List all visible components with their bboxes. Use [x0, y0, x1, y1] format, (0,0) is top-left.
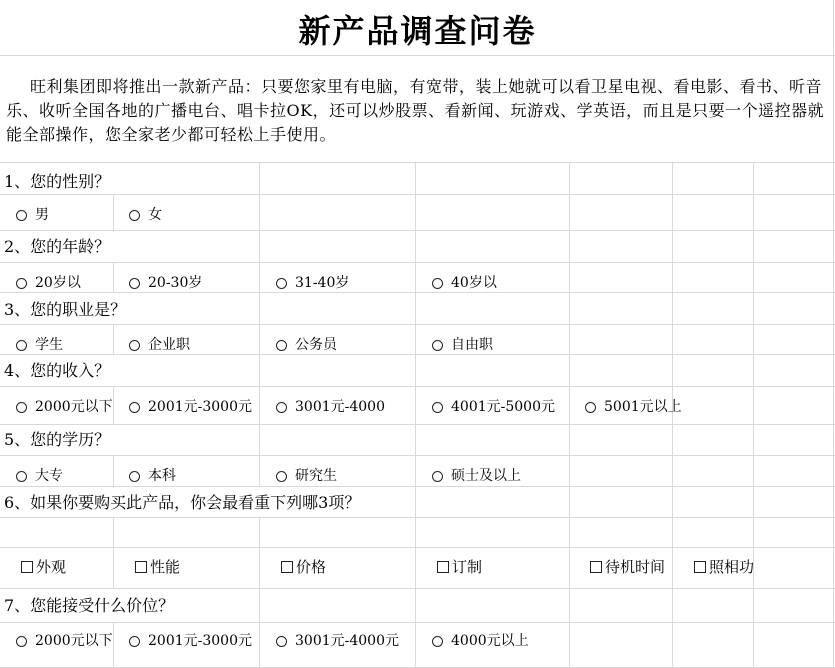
grid-line — [415, 162, 416, 668]
radio-circle-icon — [16, 636, 27, 647]
option-male-radio[interactable]: 男 — [16, 206, 49, 224]
checkbox-icon — [281, 561, 293, 573]
checkbox-icon — [135, 561, 147, 573]
grid-line — [0, 386, 835, 387]
radio-circle-icon — [432, 340, 443, 351]
checkbox-icon — [21, 561, 33, 573]
radio-circle-icon — [432, 636, 443, 647]
grid-line — [0, 324, 835, 325]
option-female-radio[interactable]: 女 — [129, 206, 162, 224]
option-edu-1-radio[interactable]: 大专 — [16, 467, 63, 485]
checkbox-icon — [437, 561, 449, 573]
option-age-2-radio[interactable]: 20-30岁 — [129, 274, 202, 292]
grid-line — [0, 547, 835, 548]
option-appearance-checkbox[interactable]: 外观 — [21, 558, 66, 576]
grid-line — [0, 55, 835, 56]
radio-circle-icon — [129, 636, 140, 647]
option-price-range-2-radio[interactable]: 2001元-3000元 — [129, 632, 252, 650]
radio-circle-icon — [276, 636, 287, 647]
option-edu-4-radio[interactable]: 硕士及以上 — [432, 467, 521, 485]
question-5-label: 5、您的学历？ — [4, 430, 111, 449]
option-job-4-radio[interactable]: 自由职 — [432, 336, 493, 354]
question-6-label: 6、如果你要购买此产品，你会最看重下列哪3项？ — [4, 493, 361, 512]
grid-line — [0, 262, 835, 263]
radio-circle-icon — [16, 278, 27, 289]
option-income-2-radio[interactable]: 2001元-3000元 — [129, 398, 252, 416]
question-2-label: 2、您的年龄？ — [4, 237, 111, 256]
question-7-label: 7、您能接受什么价位？ — [4, 596, 175, 615]
option-job-3-radio[interactable]: 公务员 — [276, 336, 337, 354]
grid-line — [0, 517, 835, 518]
option-price-checkbox[interactable]: 价格 — [281, 558, 326, 576]
radio-circle-icon — [129, 210, 140, 221]
option-price-range-3-radio[interactable]: 3001元-4000元 — [276, 632, 399, 650]
option-custom-checkbox[interactable]: 订制 — [437, 558, 482, 576]
radio-circle-icon — [129, 278, 140, 289]
radio-circle-icon — [585, 402, 596, 413]
option-income-1-radio[interactable]: 2000元以下 — [16, 398, 113, 416]
radio-circle-icon — [432, 278, 443, 289]
radio-circle-icon — [16, 210, 27, 221]
grid-line — [753, 162, 754, 668]
radio-circle-icon — [16, 471, 27, 482]
grid-line — [0, 455, 835, 456]
option-job-2-radio[interactable]: 企业职 — [129, 336, 190, 354]
radio-circle-icon — [129, 402, 140, 413]
option-income-4-radio[interactable]: 4001元-5000元 — [432, 398, 555, 416]
grid-line — [259, 162, 260, 668]
option-performance-checkbox[interactable]: 性能 — [135, 558, 180, 576]
option-price-range-1-radio[interactable]: 2000元以下 — [16, 632, 113, 650]
checkbox-icon — [694, 561, 706, 573]
radio-circle-icon — [432, 471, 443, 482]
radio-circle-icon — [129, 471, 140, 482]
radio-circle-icon — [276, 340, 287, 351]
question-1-label: 1、您的性别？ — [4, 172, 111, 191]
option-job-1-radio[interactable]: 学生 — [16, 336, 63, 354]
radio-circle-icon — [129, 340, 140, 351]
grid-line — [569, 162, 570, 668]
option-camera-checkbox[interactable]: 照相功 — [694, 558, 754, 576]
option-income-5-radio[interactable]: 5001元以上 — [585, 398, 682, 416]
option-edu-2-radio[interactable]: 本科 — [129, 467, 176, 485]
question-4-label: 4、您的收入？ — [4, 361, 111, 380]
option-age-3-radio[interactable]: 31-40岁 — [276, 274, 349, 292]
option-age-4-radio[interactable]: 40岁以 — [432, 274, 497, 292]
option-price-range-4-radio[interactable]: 4000元以上 — [432, 632, 529, 650]
radio-circle-icon — [276, 471, 287, 482]
checkbox-icon — [590, 561, 602, 573]
option-edu-3-radio[interactable]: 研究生 — [276, 467, 337, 485]
option-income-3-radio[interactable]: 3001元-4000 — [276, 398, 385, 416]
question-3-label: 3、您的职业是？ — [4, 300, 127, 319]
radio-circle-icon — [16, 402, 27, 413]
page-title: 新产品调查问卷 — [298, 12, 537, 50]
intro-paragraph: 旺利集团即将推出一款新产品：只要您家里有电脑，有宽带，装上她就可以看卫星电视、看电影、看书、听音乐、收听全国各地的广播电台、唱卡拉OK，还可以炒股票、看新闻、玩游戏、学英语，而且是只要一个遥控器就能全部操作，您全家老少都可轻松上手使用。 — [6, 77, 825, 144]
grid-line — [0, 622, 835, 623]
option-standby-checkbox[interactable]: 待机时间 — [590, 558, 665, 576]
grid-line — [0, 194, 835, 195]
radio-circle-icon — [16, 340, 27, 351]
option-age-1-radio[interactable]: 20岁以 — [16, 274, 81, 292]
grid-line — [833, 0, 834, 668]
radio-circle-icon — [432, 402, 443, 413]
radio-circle-icon — [276, 278, 287, 289]
radio-circle-icon — [276, 402, 287, 413]
